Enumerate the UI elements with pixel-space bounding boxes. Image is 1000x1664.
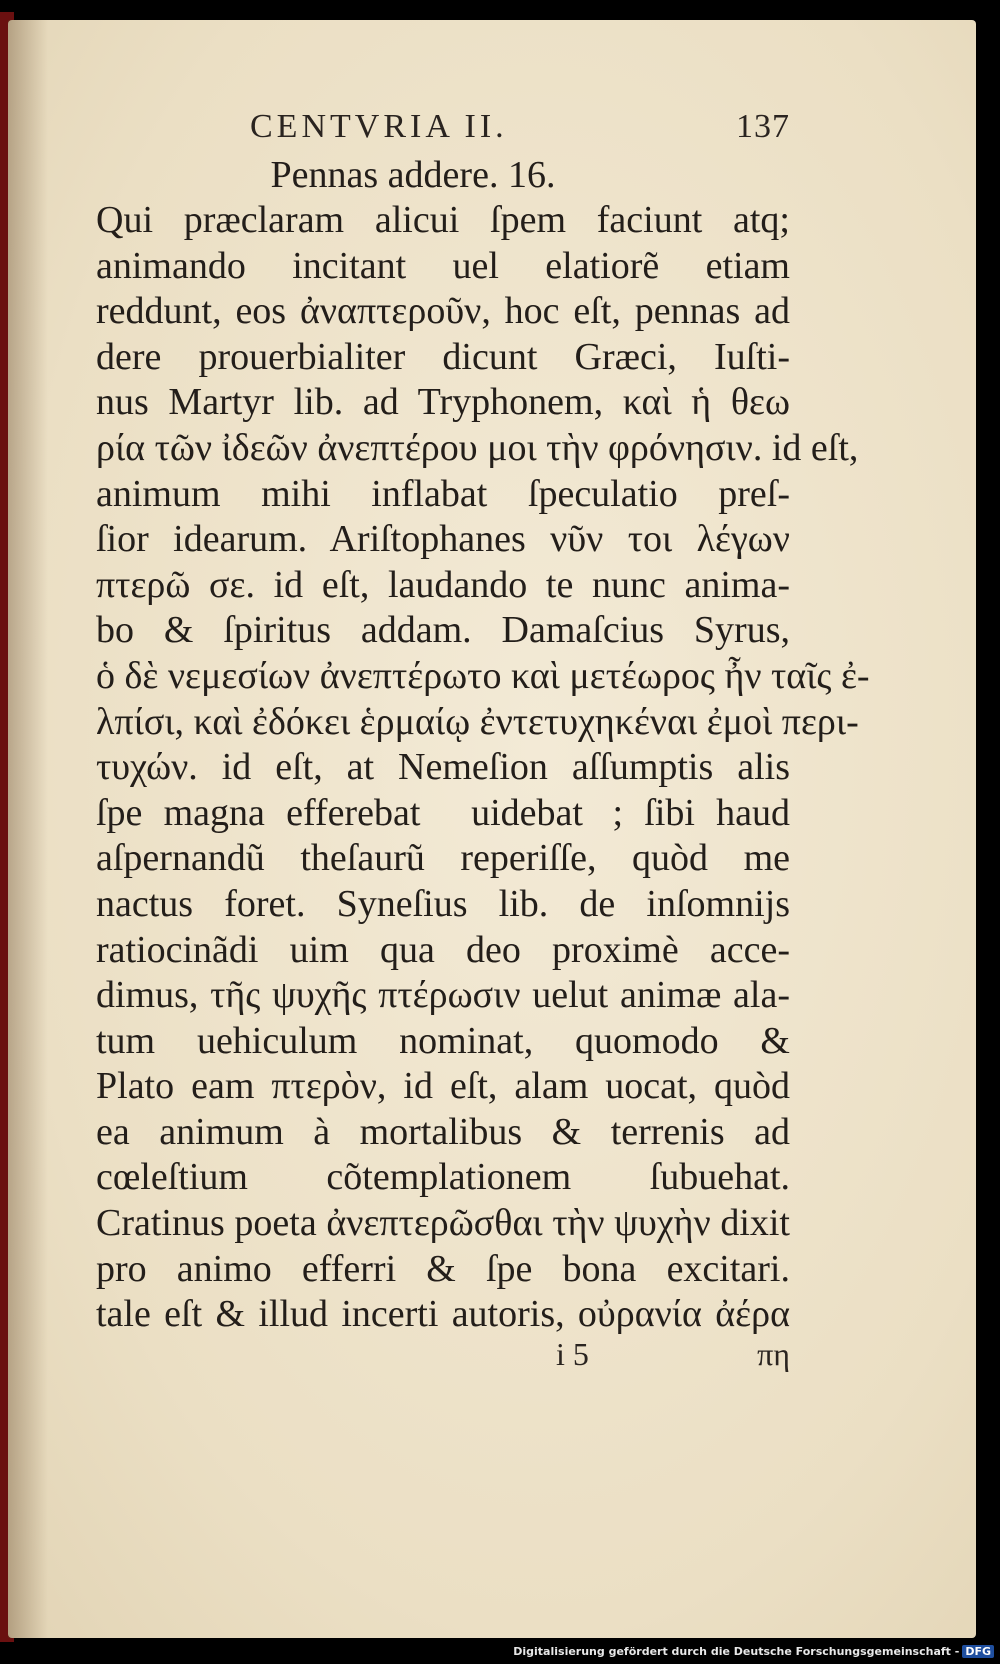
- text-line: ὁ δὲ νεμεσίων ἀνεπτέρωτο καὶ μετέωρος ἦν ταῖς ἐ-: [96, 654, 870, 697]
- catchword: πη: [757, 1336, 790, 1372]
- text-lines: [96, 198, 870, 1338]
- digitization-credit: [513, 1645, 994, 1658]
- text-line: Cratinus poeta ἀνεπτερῶσθαι τὴν ψυχὴν dixit: [96, 1202, 790, 1245]
- text-line: dere prouerbialiter dicunt Græci, Iuſti-: [96, 335, 790, 378]
- text-line: aſpernandũ theſaurũ reperiſſe, quòd me: [96, 837, 790, 880]
- text-line: dimus, τῆς ψυχῆς πτέρωσιν uelut animæ ala-: [96, 974, 790, 1017]
- running-header: [250, 108, 790, 148]
- text-line: nus Martyr lib. ad Tryphonem, καὶ ἡ θεω: [96, 381, 790, 424]
- text-line: animando incitant uel elatiorẽ etiam: [96, 244, 790, 287]
- text-line: bo & ſpiritus addam. Damaſcius Syrus,: [96, 609, 790, 652]
- text-line: tale eſt & illud incerti autoris, οὐρανία ἀέρα: [96, 1293, 790, 1336]
- text-line: Qui præclaram alicui ſpem faciunt atq;: [96, 199, 790, 241]
- text-line: pro animo efferri & ſpe bona excitari.: [96, 1247, 790, 1290]
- section-heading: Pennas addere. 16.: [270, 154, 556, 196]
- text-line: Plato eam πτερὸν, id eſt, alam uocat, quòd: [96, 1065, 790, 1108]
- dfg-logo: DFG: [962, 1645, 994, 1658]
- text-line: τυχών. id eſt, at Nemeſion aſſumptis alis: [96, 746, 790, 789]
- text-line: πτερῶ σε. id eſt, laudando te nunc anima-: [96, 563, 790, 606]
- text-line: cœleſtium cõtemplationem ſubuehat.: [96, 1156, 790, 1199]
- signature-mark: i 5: [556, 1336, 589, 1372]
- credit-text: Digitalisierung gefördert durch die Deutsche Forschungsgemeinschaft -: [513, 1645, 960, 1658]
- body-text: [96, 152, 870, 1338]
- text-line: ea animum à mortalibus & terrenis ad: [96, 1110, 790, 1153]
- text-line: animum mihi inflabat ſpeculatio preſ-: [96, 472, 790, 515]
- page-number: 137: [736, 108, 790, 145]
- text-line: tum uehiculum nominat, quomodo &: [96, 1019, 790, 1062]
- text-line: ρία τῶν ἰδεῶν ἀνεπτέρου μοι τὴν φρόνησιν. id eſt,: [96, 426, 859, 469]
- running-title: CENTVRIA II.: [250, 108, 508, 145]
- text-line: ratiocinãdi uim qua deo proximè acce-: [96, 928, 790, 971]
- text-line: ſpe magna efferebatᷣ uidebatᷣ; ſibi haud: [96, 791, 790, 834]
- catchline: [540, 1336, 790, 1376]
- text-line: λπίσι, καὶ ἐδόκει ἑρμαίῳ ἐντετυχηκέναι ἐμοὶ περι-: [96, 700, 859, 743]
- text-line: ſior idearum. Ariſtophanes νῦν τοι λέγων: [96, 518, 790, 561]
- text-line: nactus foret. Syneſius lib. de inſomnijs: [96, 882, 790, 925]
- gutter-shadow: [8, 20, 48, 1638]
- text-line: reddunt, eos ἀναπτεροῦν, hoc eſt, pennas ad: [96, 290, 790, 333]
